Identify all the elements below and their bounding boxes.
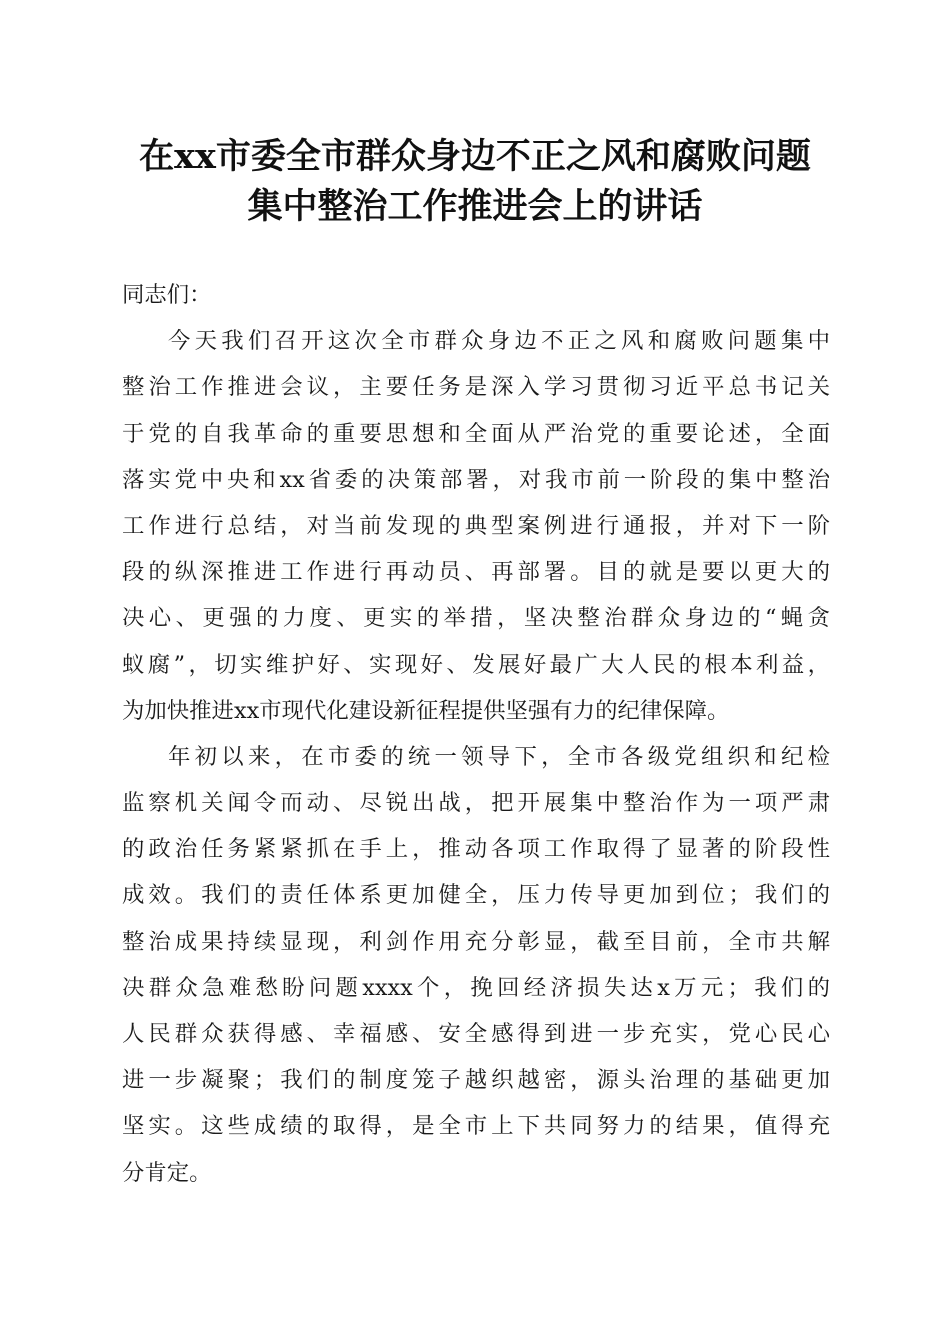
paragraph-line: 段的纵深推进工作进行再动员、再部署。目的就是要以更大的 [122,559,830,586]
paragraph-line: 成效。我们的责任体系更加健全，压力传导更加到位；我们的 [122,882,830,909]
paragraph-line: 整治工作推进会议，主要任务是深入学习贯彻习近平总书记关 [122,374,830,401]
paragraph-line: 整治成果持续显现，利剑作用充分彰显，截至目前，全市共解 [122,928,830,955]
paragraph-line: 进一步凝聚；我们的制度笼子越织越密，源头治理的基础更加 [122,1067,830,1094]
paragraph-line: 分肯定。 [122,1159,212,1186]
paragraph-2 [122,734,830,1196]
paragraph-line: 今天我们召开这次全市群众身边不正之风和腐败问题集中 [168,328,830,355]
document-body [122,272,830,1196]
paragraph-line: 蚁腐”，切实维护好、实现好、发展好最广大人民的根本利益， [122,651,830,678]
paragraph-line: 决群众急难愁盼问题xxxx个，挽回经济损失达x万元；我们的 [122,974,830,1001]
paragraph-line: 监察机关闻令而动、尽锐出战，把开展集中整治作为一项严肃 [122,790,830,817]
title-line-2: 集中整治工作推进会上的讲话 [247,186,703,227]
paragraph-1 [122,318,830,734]
paragraph-line: 坚实。这些成绩的取得，是全市上下共同努力的结果，值得充 [122,1113,830,1140]
paragraph-line: 于党的自我革命的重要思想和全面从严治党的重要论述，全面 [122,420,830,447]
paragraph-line: 年初以来，在市委的统一领导下，全市各级党组织和纪检 [168,743,830,770]
paragraph-line: 决心、更强的力度、更实的举措，坚决整治群众身边的“蝇贪 [122,605,830,632]
paragraph-line: 落实党中央和xx省委的决策部署，对我市前一阶段的集中整治 [122,466,830,493]
title-line-1: 在xx市委全市群众身边不正之风和腐败问题 [139,136,811,177]
paragraph-line: 的政治任务紧紧抓在手上，推动各项工作取得了显著的阶段性 [122,836,830,863]
document-title [110,132,840,232]
paragraph-line: 为加快推进xx市现代化建设新征程提供坚强有力的纪律保障。 [122,697,730,724]
salutation: 同志们： [122,282,212,308]
paragraph-line: 人民群众获得感、幸福感、安全感得到进一步充实，党心民心 [122,1021,830,1048]
paragraph-line: 工作进行总结，对当前发现的典型案例进行通报，并对下一阶 [122,512,830,539]
